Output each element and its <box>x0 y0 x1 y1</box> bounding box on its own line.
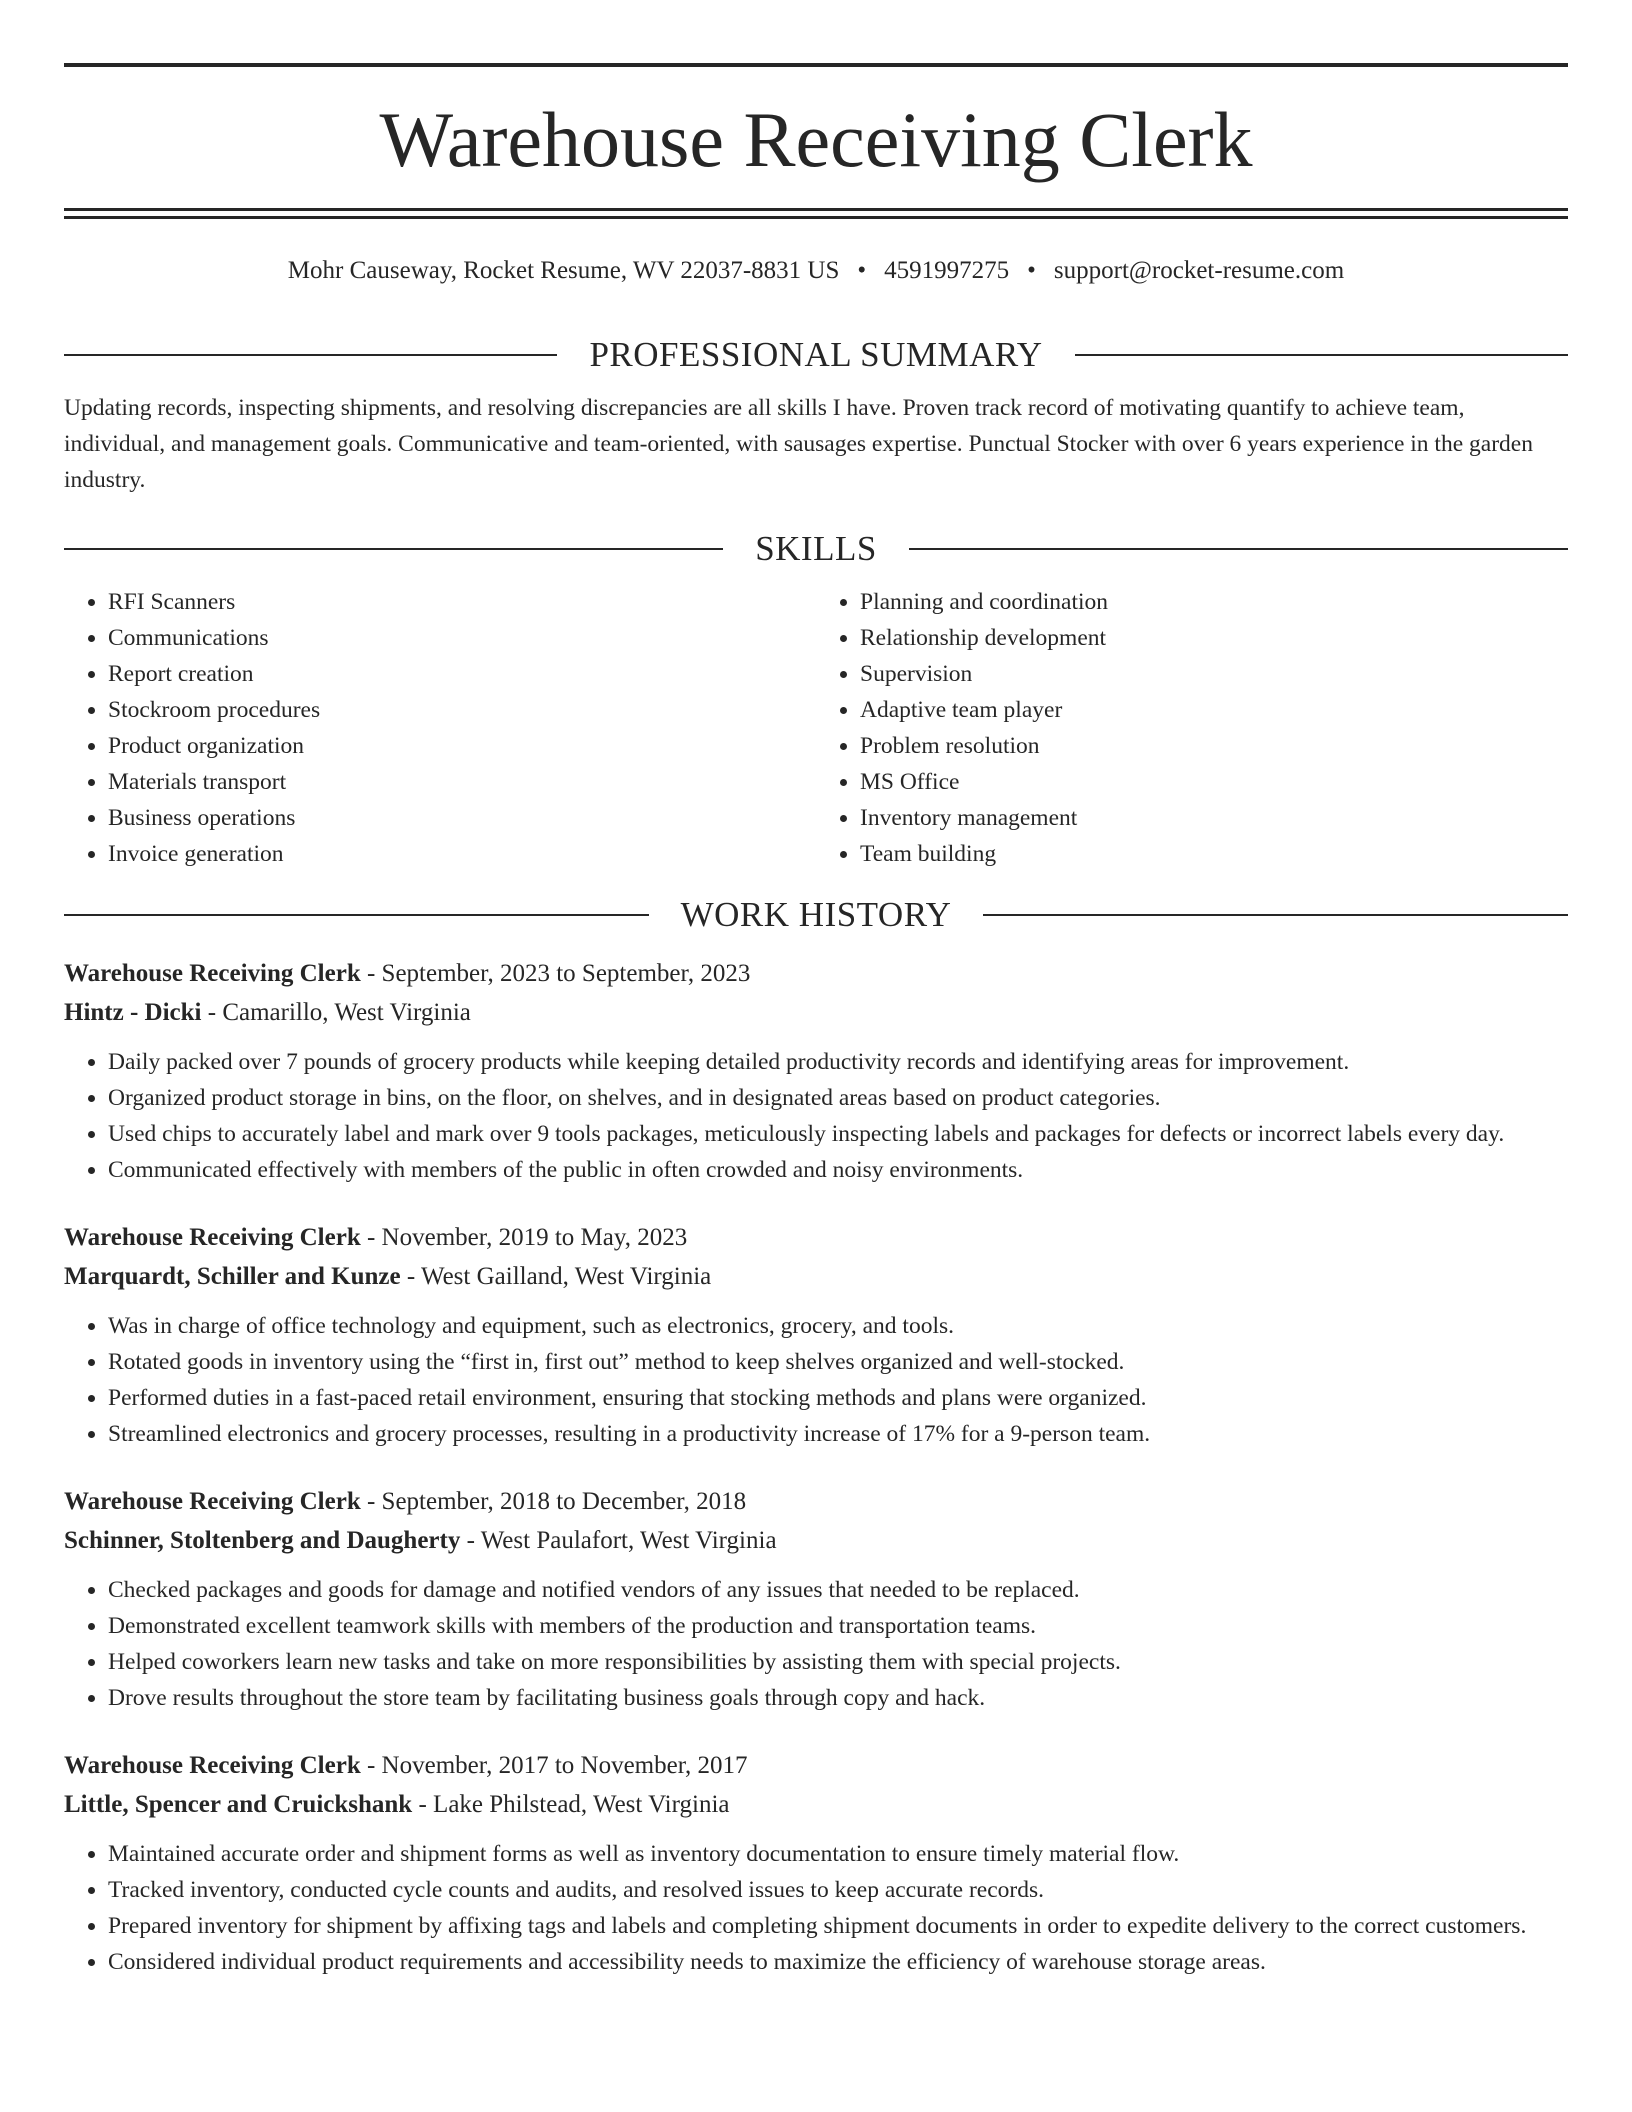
job-company: Schinner, Stoltenberg and Daugherty <box>64 1527 461 1554</box>
header-bottom-rule-inner <box>64 216 1568 219</box>
job-bullet: • Communicated effectively with members of the public in often crowded and noisy environments. <box>108 1152 1568 1188</box>
job-location: - West Gailland, West Virginia <box>400 1263 712 1290</box>
heading-rule <box>983 914 1568 916</box>
summary-heading-label: PROFESSIONAL SUMMARY <box>589 335 1043 374</box>
job-entry <box>64 954 1568 1188</box>
skill-item: • Inventory management <box>860 800 1568 836</box>
job-bullet: • Rotated goods in inventory using the “first in, first out” method to keep shelves organized and well-stocked. <box>108 1344 1568 1380</box>
job-bullet: • Helped coworkers learn new tasks and take on more responsibilities by assisting them with special projects. <box>108 1644 1568 1680</box>
job-company: Marquardt, Schiller and Kunze <box>64 1263 401 1290</box>
summary-heading <box>64 330 1568 380</box>
job-bullet: • Checked packages and goods for damage and notified vendors of any issues that needed to be replaced. <box>108 1572 1568 1608</box>
skills-heading-label: SKILLS <box>755 529 877 568</box>
job-title-line <box>64 1482 1568 1521</box>
skill-item: • Materials transport <box>108 764 816 800</box>
contact-phone: 4591997275 <box>884 257 1010 284</box>
skill-item: • Report creation <box>108 656 816 692</box>
skill-item: • Communications <box>108 620 816 656</box>
heading-rule <box>64 914 649 916</box>
job-entry <box>64 1482 1568 1716</box>
job-bullet: • Tracked inventory, conducted cycle counts and audits, and resolved issues to keep accurate records. <box>108 1872 1568 1908</box>
job-bullet: • Demonstrated excellent teamwork skills with members of the production and transportation teams. <box>108 1608 1568 1644</box>
heading-rule <box>64 548 723 550</box>
skills-column-right <box>816 584 1568 872</box>
job-title: Warehouse Receiving Clerk <box>64 960 361 987</box>
job-company-line <box>64 1785 1568 1824</box>
job-bullets <box>64 1308 1568 1452</box>
skill-item: • Relationship development <box>860 620 1568 656</box>
job-dates: - September, 2018 to December, 2018 <box>360 1488 747 1515</box>
job-location: - Camarillo, West Virginia <box>201 999 471 1026</box>
heading-rule <box>1075 354 1568 356</box>
job-dates: - November, 2017 to November, 2017 <box>360 1752 748 1779</box>
job-location: - West Paulafort, West Virginia <box>460 1527 777 1554</box>
skill-item: • Invoice generation <box>108 836 816 872</box>
skill-item: • Business operations <box>108 800 816 836</box>
summary-text: Updating records, inspecting shipments, and resolving discrepancies are all skills I have. Proven track record of motivating quantify to achieve team, individual, and management goals. Communicative and team-oriented, with sausages expertise. Punctual Stocker with over 6 years experience in the garden industry. <box>64 395 1533 493</box>
skill-item: • Adaptive team player <box>860 692 1568 728</box>
job-title: Warehouse Receiving Clerk <box>64 1488 361 1515</box>
job-bullets <box>64 1836 1568 1980</box>
work-history-heading <box>64 890 1568 940</box>
skill-item: • Team building <box>860 836 1568 872</box>
job-title-line <box>64 1746 1568 1785</box>
heading-rule <box>64 354 557 356</box>
job-dates: - September, 2023 to September, 2023 <box>360 960 751 987</box>
contact-email: support@rocket-resume.com <box>1053 257 1345 284</box>
work-history-heading-label: WORK HISTORY <box>680 895 952 934</box>
skill-item: • Product organization <box>108 728 816 764</box>
contact-address: Mohr Causeway, Rocket Resume, WV 22037-8831 US <box>287 257 840 284</box>
job-company-line <box>64 1257 1568 1296</box>
skill-item: • Stockroom procedures <box>108 692 816 728</box>
job-company: Hintz - Dicki <box>64 999 202 1026</box>
job-bullet: • Drove results throughout the store team by facilitating business goals through copy and hack. <box>108 1680 1568 1716</box>
contact-line <box>64 254 1568 288</box>
job-bullet: • Streamlined electronics and grocery processes, resulting in a productivity increase of 17% for a 9-person team. <box>108 1416 1568 1452</box>
job-location: - Lake Philstead, West Virginia <box>412 1791 730 1818</box>
skill-item: • RFI Scanners <box>108 584 816 620</box>
skill-item: • MS Office <box>860 764 1568 800</box>
job-bullets <box>64 1572 1568 1716</box>
job-dates: - November, 2019 to May, 2023 <box>360 1224 688 1251</box>
job-title: Warehouse Receiving Clerk <box>64 1752 361 1779</box>
job-bullet: • Daily packed over 7 pounds of grocery products while keeping detailed productivity records and identifying areas for improvement. <box>108 1044 1568 1080</box>
job-bullet: • Was in charge of office technology and equipment, such as electronics, grocery, and tools. <box>108 1308 1568 1344</box>
skill-item: • Planning and coordination <box>860 584 1568 620</box>
job-company-line <box>64 1521 1568 1560</box>
skills-list <box>64 584 1568 872</box>
skill-item: • Supervision <box>860 656 1568 692</box>
job-bullet: • Performed duties in a fast-paced retail environment, ensuring that stocking methods and plans were organized. <box>108 1380 1568 1416</box>
heading-rule <box>909 548 1568 550</box>
job-title: Warehouse Receiving Clerk <box>64 1224 361 1251</box>
job-bullets <box>64 1044 1568 1188</box>
contact-separator: • <box>857 257 867 284</box>
contact-separator: • <box>1027 257 1036 284</box>
job-title-line <box>64 1218 1568 1257</box>
skills-heading <box>64 524 1568 574</box>
job-bullet: • Used chips to accurately label and mark over 9 tools packages, meticulously inspecting labels and packages for defects or incorrect labels every day. <box>108 1116 1568 1152</box>
job-bullet: • Maintained accurate order and shipment forms as well as inventory documentation to ensure timely material flow. <box>108 1836 1568 1872</box>
job-company: Little, Spencer and Cruickshank <box>64 1791 413 1818</box>
job-company-line <box>64 993 1568 1032</box>
job-bullet: • Organized product storage in bins, on the floor, on shelves, and in designated areas based on product categories. <box>108 1080 1568 1116</box>
job-bullet: • Prepared inventory for shipment by affixing tags and labels and completing shipment documents in order to expedite delivery to the correct customers. <box>108 1908 1568 1944</box>
job-bullet: • Considered individual product requirements and accessibility needs to maximize the efficiency of warehouse storage areas. <box>108 1944 1568 1980</box>
header-top-rule <box>64 63 1568 67</box>
resume-title: Warehouse Receiving Clerk <box>379 96 1253 183</box>
resume-content <box>64 330 1568 2010</box>
skill-item: • Problem resolution <box>860 728 1568 764</box>
job-entry <box>64 1746 1568 1980</box>
job-entry <box>64 1218 1568 1452</box>
skills-column-left <box>64 584 816 872</box>
job-title-line <box>64 954 1568 993</box>
header-bottom-rule <box>64 208 1568 211</box>
